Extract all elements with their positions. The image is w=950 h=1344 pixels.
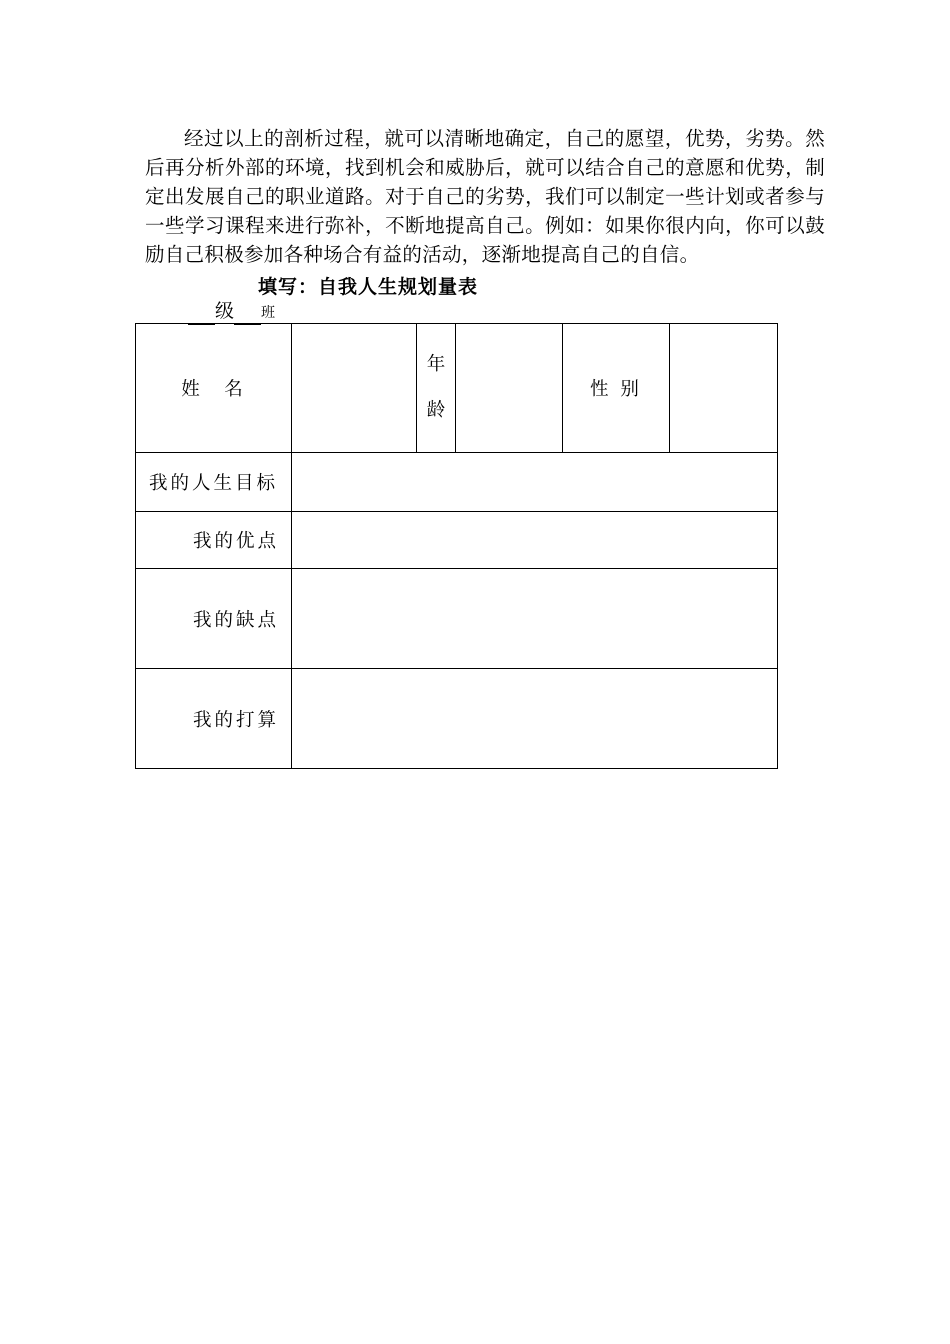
age-field[interactable] — [456, 324, 563, 453]
strengths-row — [136, 512, 778, 569]
name-field[interactable] — [292, 324, 417, 453]
header-row — [136, 324, 778, 453]
plans-row — [136, 669, 778, 769]
age-label — [417, 324, 456, 453]
class-blank[interactable] — [234, 304, 261, 325]
goal-row — [136, 453, 778, 512]
strengths-field[interactable] — [292, 512, 778, 569]
weaknesses-row — [136, 569, 778, 669]
life-plan-form — [135, 323, 778, 769]
gender-label: 性 别 — [563, 324, 670, 453]
strengths-label: 我的优点 — [136, 512, 292, 569]
age-label-char-1: 年 — [426, 354, 446, 375]
form-title: 填写：自我人生规划量表 — [258, 276, 479, 298]
plans-label: 我的打算 — [136, 669, 292, 769]
life-goal-label: 我的人生目标 — [136, 453, 292, 512]
life-goal-field[interactable] — [292, 453, 778, 512]
name-label: 姓 名 — [136, 324, 292, 453]
weaknesses-label: 我的缺点 — [136, 569, 292, 669]
grade-label: 级 — [215, 300, 235, 322]
grade-blank[interactable] — [188, 304, 215, 325]
class-label: 班 — [261, 305, 276, 321]
age-label-char-2: 龄 — [426, 400, 446, 421]
weaknesses-field[interactable] — [292, 569, 778, 669]
intro-paragraph: 经过以上的剖析过程，就可以清晰地确定，自己的愿望，优势，劣势。然后再分析外部的环境，找到机会和威胁后，就可以结合自己的意愿和优势，制定出发展自己的职业道路。对于自己的劣势，我们可以制定一些计划或者参与一些学习课程来进行弥补，不断地提高自己。例如：如果你很内向，你可以鼓励自己积极参加各种场合有益的活动，逐渐地提高自己的自信。 — [145, 127, 825, 266]
gender-field[interactable] — [670, 324, 778, 453]
plans-field[interactable] — [292, 669, 778, 769]
grade-class-line — [188, 299, 275, 323]
